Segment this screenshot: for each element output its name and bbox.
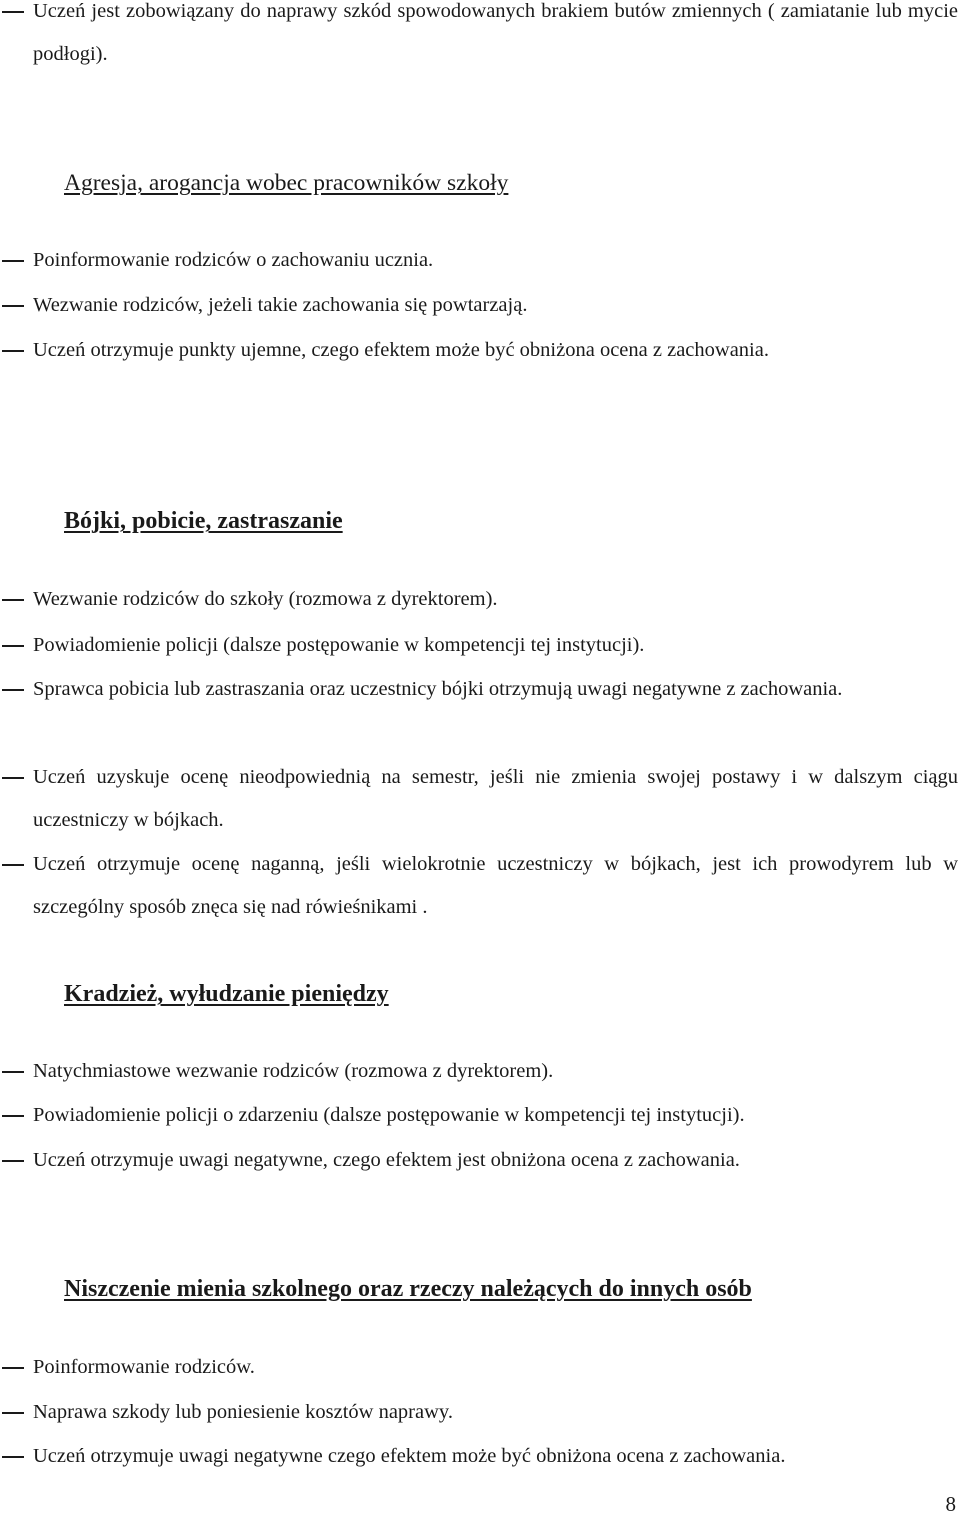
dash-bullet [2,689,24,691]
list-item [0,1094,958,1137]
list-item [0,239,958,282]
list-item-text: Natychmiastowe wezwanie rodziców (rozmowa z dyrektorem). [33,1060,554,1082]
section-heading-bojki: Bójki, pobicie, zastraszanie [64,508,343,534]
list-item-text: Wezwanie rodziców, jeżeli takie zachowania się powtarzają. [33,294,528,316]
dash-bullet [2,1367,24,1369]
list-item-text: Uczeń otrzymuje uwagi negatywne czego efektem może być obniżona ocena z zachowania. [33,1445,786,1467]
dash-bullet [2,1412,24,1414]
dash-bullet [2,1071,24,1073]
dash-bullet [2,11,24,13]
list-item [0,1435,958,1478]
section-heading-kradziez: Kradzież, wyłudzanie pieniędzy [64,981,389,1007]
list-item [0,1139,958,1182]
dash-bullet [2,350,24,352]
dash-bullet [2,599,24,601]
list-item [0,284,958,327]
dash-bullet [2,260,24,262]
list-item-intro [0,0,958,76]
list-item [0,668,958,711]
dash-bullet [2,777,24,779]
list-item-text: Poinformowanie rodziców. [33,1356,255,1378]
list-item-text: Poinformowanie rodziców o zachowaniu ucznia. [33,249,434,271]
list-item [0,1391,958,1434]
list-item-text: Powiadomienie policji (dalsze postępowanie w kompetencji tej instytucji). [33,634,645,656]
dash-bullet [2,305,24,307]
dash-bullet [2,1160,24,1162]
list-item [0,1346,958,1389]
dash-bullet [2,1115,24,1117]
list-item [0,843,958,929]
list-item-text: Uczeń otrzymuje uwagi negatywne, czego efektem jest obniżona ocena z zachowania. [33,1149,740,1171]
section-heading-agresja: Agresja, arogancja wobec pracowników szkoły [64,170,509,196]
dash-bullet [2,1456,24,1458]
page-number: 8 [945,1492,956,1516]
list-item [0,1050,958,1093]
list-item [0,624,958,667]
list-item-text: Uczeń uzyskuje ocenę nieodpowiednią na semestr, jeśli nie zmienia swojej postawy i w dalszym ciągu uczestniczy w bójkach. [33,766,958,831]
dash-bullet [2,864,24,866]
list-item [0,578,958,621]
dash-bullet [2,645,24,647]
section-heading-niszczenie: Niszczenie mienia szkolnego oraz rzeczy należących do innych osób [64,1276,752,1302]
list-item-text: Sprawca pobicia lub zastraszania oraz uczestnicy bójki otrzymują uwagi negatywne z zachowania. [33,678,843,700]
list-item-text: Wezwanie rodziców do szkoły (rozmowa z dyrektorem). [33,588,498,610]
list-item-text: Powiadomienie policji o zdarzeniu (dalsze postępowanie w kompetencji tej instytucji). [33,1104,745,1126]
list-item-text: Uczeń otrzymuje ocenę naganną, jeśli wielokrotnie uczestniczy w bójkach, jest ich prowodyrem lub w szczególny sposób znęca się nad rówieśnikami . [33,853,958,918]
list-item-text: Uczeń otrzymuje punkty ujemne, czego efektem może być obniżona ocena z zachowania. [33,339,769,361]
list-item-text: Uczeń jest zobowiązany do naprawy szkód spowodowanych brakiem butów zmiennych ( zamiatanie lub mycie podłogi). [33,0,958,65]
list-item [0,329,958,372]
list-item [0,756,958,842]
list-item-text: Naprawa szkody lub poniesienie kosztów naprawy. [33,1401,453,1423]
